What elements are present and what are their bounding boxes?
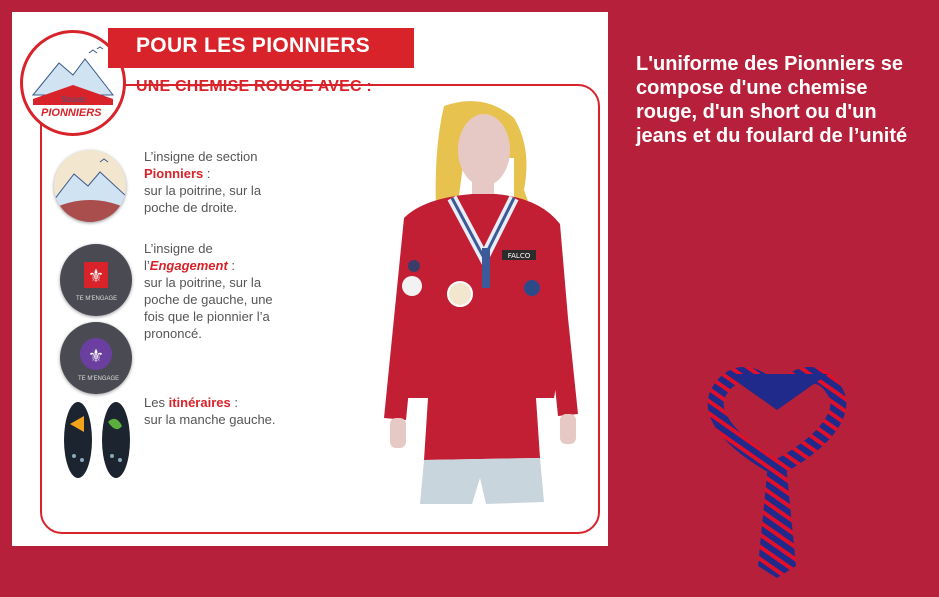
engagement-text: TE M'ENGAGE	[76, 296, 118, 302]
section-badge-icon	[54, 150, 126, 222]
svg-text:⚜: ⚜	[87, 266, 105, 287]
pionnier-figure-illustration	[364, 98, 594, 534]
section-badge-description: L’insigne de section Pionniers : sur la poitrine, sur la poche de droite.	[144, 149, 262, 215]
uniform-description-text: L'uniforme des Pionniers se compose d'une chemise rouge, d'un short ou d'un jeans et du foulard de l’unité	[636, 53, 908, 147]
itineraries-description: Les itinéraires : sur la manche gauche.	[144, 395, 276, 427]
scarf-icon	[706, 360, 848, 578]
page-subtitle: UNE CHEMISE ROUGE AVEC :	[136, 78, 372, 95]
page-title: POUR LES PIONNIERS	[136, 34, 371, 57]
engagement-badge-icon	[60, 244, 132, 316]
title-bar	[108, 28, 414, 68]
logo-pionniers-text: PIONNIERS	[41, 107, 102, 119]
name-tag: FALCO	[507, 252, 531, 260]
engagement-text-2: TE M'ENGAGE	[78, 376, 120, 382]
svg-text:⚜: ⚜	[87, 346, 105, 367]
engagement-badge-world-icon	[60, 322, 132, 394]
engagement-description: L’insigne de l’Engagement : sur la poitrine, sur la poche de gauche, une fois que le pionnier l’a prononcé.	[144, 241, 273, 341]
logo-scouts-text: Scouts	[61, 95, 86, 104]
itineraries-badges-icon	[60, 400, 136, 487]
uniform-poster	[12, 12, 608, 546]
